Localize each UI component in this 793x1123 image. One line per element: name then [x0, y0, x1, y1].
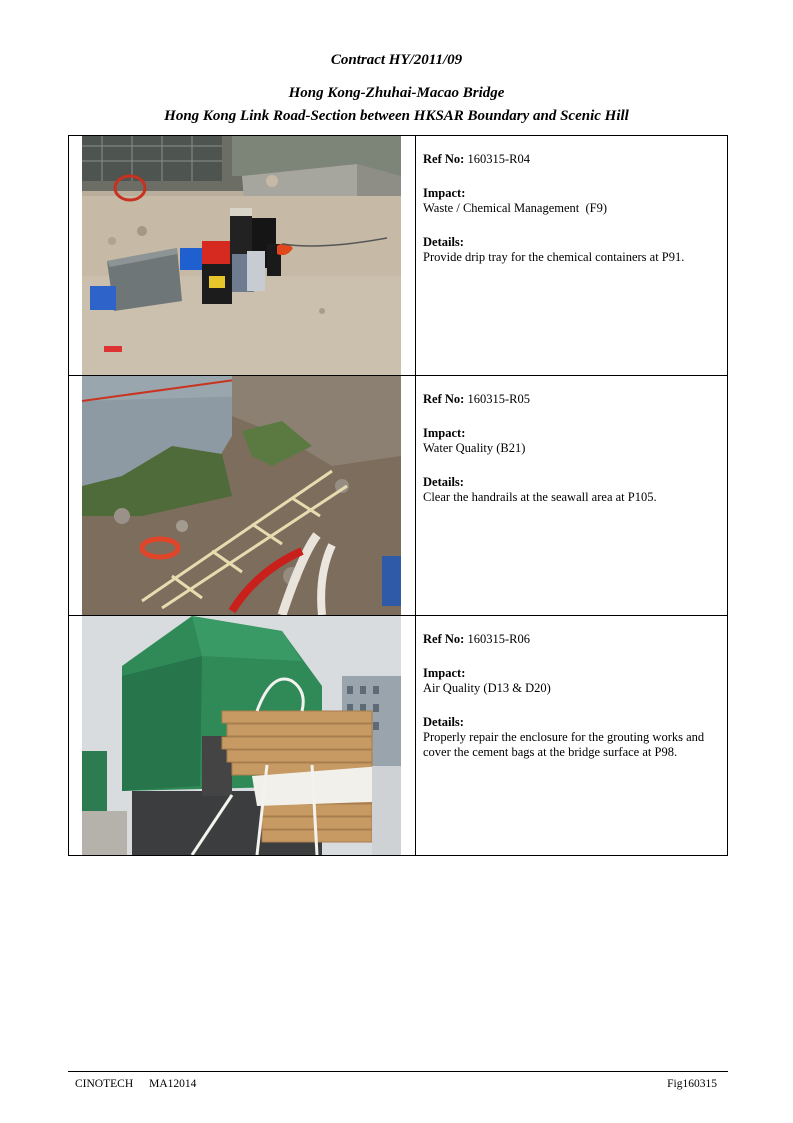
record-row [69, 616, 728, 856]
site-photo-chemical-containers [82, 136, 401, 375]
record-info-cell [416, 136, 728, 376]
footer-divider [68, 1071, 728, 1072]
impact-block [423, 426, 721, 456]
footer-figure: Fig160315 [667, 1078, 717, 1090]
footer-left [75, 1078, 212, 1090]
record-row [69, 376, 728, 616]
record-row [69, 136, 728, 376]
ref-line [423, 632, 721, 647]
section-title: Hong Kong Link Road-Section between HKSAR Boundary and Scenic Hill [164, 108, 629, 124]
details-value: Clear the handrails at the seawall area at P105. [423, 490, 657, 504]
site-photo-grouting-enclosure [82, 616, 401, 855]
photo-cell [69, 616, 416, 856]
impact-block [423, 666, 721, 696]
details-label: Details: [423, 235, 464, 249]
ref-label: Ref No: [423, 152, 465, 166]
impact-label: Impact: [423, 666, 466, 680]
impact-label: Impact: [423, 186, 466, 200]
contract-title: Contract HY/2011/09 [330, 52, 463, 68]
footer-company: CINOTECH [75, 1078, 134, 1090]
ref-value: 160315-R06 [467, 632, 530, 646]
photo-cell [69, 376, 416, 616]
photo-cell [69, 136, 416, 376]
impact-label: Impact: [423, 426, 466, 440]
ref-value: 160315-R05 [467, 392, 530, 406]
details-value: Provide drip tray for the chemical containers at P91. [423, 250, 685, 264]
details-block [423, 715, 721, 760]
details-value: Properly repair the enclosure for the grouting works and cover the cement bags at the bridge surface at P98. [423, 730, 705, 759]
ref-line [423, 152, 721, 167]
record-info-cell [416, 376, 728, 616]
impact-value: Water Quality (B21) [423, 441, 526, 455]
record-info-cell [416, 616, 728, 856]
records-table [68, 135, 728, 856]
project-title: Hong Kong-Zhuhai-Macao Bridge [288, 85, 505, 101]
details-block [423, 235, 721, 265]
impact-value: Waste / Chemical Management (F9) [423, 201, 608, 215]
footer-ref: MA12014 [149, 1078, 197, 1090]
ref-label: Ref No: [423, 632, 465, 646]
details-block [423, 475, 721, 505]
ref-value: 160315-R04 [467, 152, 530, 166]
ref-line [423, 392, 721, 407]
impact-block [423, 186, 721, 216]
ref-label: Ref No: [423, 392, 465, 406]
details-label: Details: [423, 715, 464, 729]
details-label: Details: [423, 475, 464, 489]
site-photo-seawall-handrails [82, 376, 401, 615]
impact-value: Air Quality (D13 & D20) [423, 681, 551, 695]
